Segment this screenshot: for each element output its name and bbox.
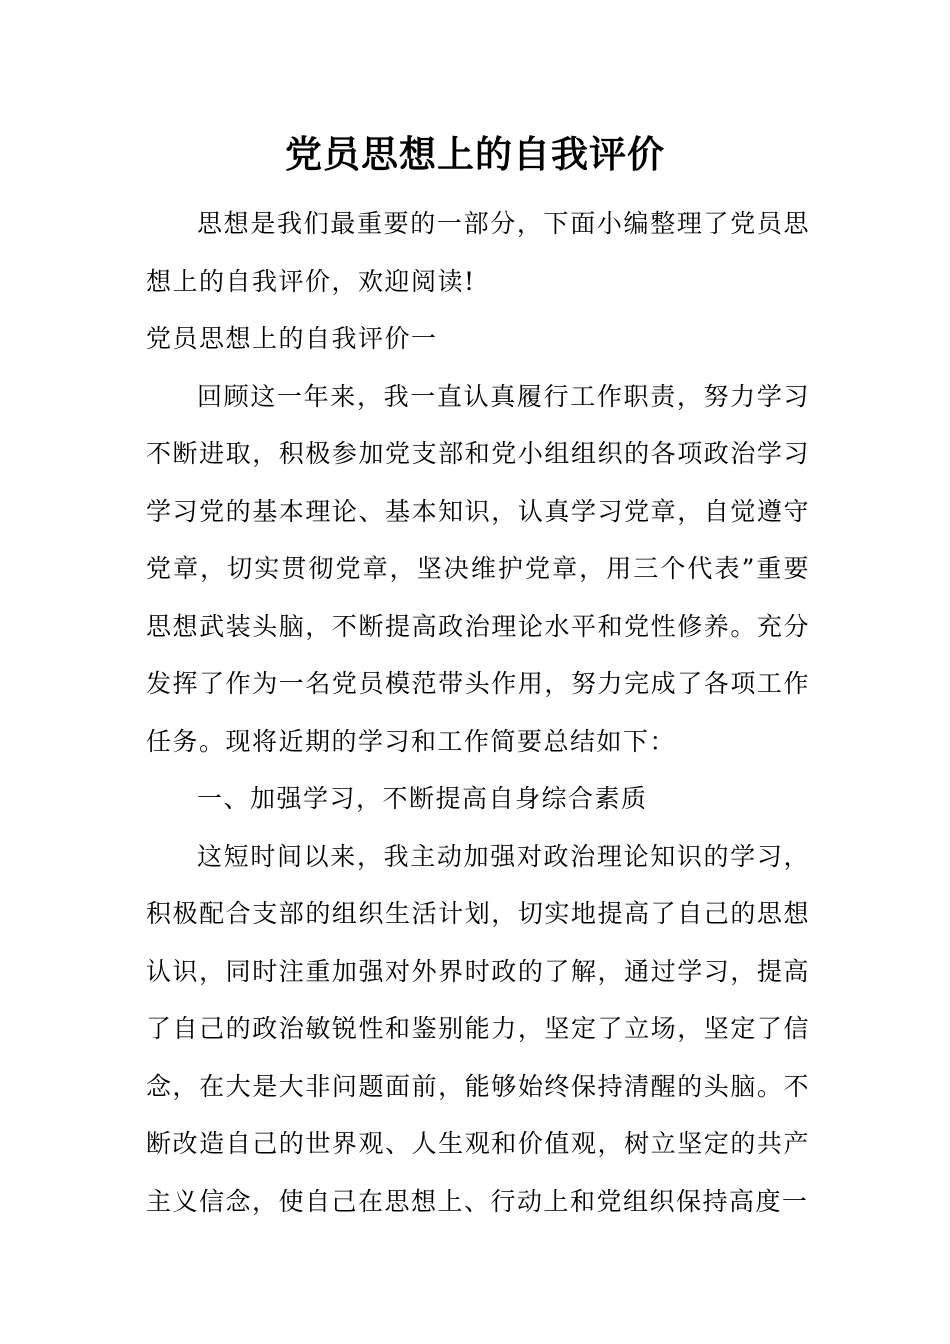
document-body — [146, 195, 810, 1230]
subsection-heading: 一、加强学习，不断提高自身综合素质 — [197, 784, 648, 813]
intro-paragraph: 思想是我们最重要的一部分，下面小编整理了党员思想上的自我评价，欢迎阅读! — [146, 209, 810, 296]
body-paragraph: 回顾这一年来，我一直认真履行工作职责，努力学习不断进取，积极参加党支部和党小组组织的各项政治学习学习党的基本理论、基本知识，认真学习党章，自觉遵守党章，切实贯彻党章，坚决维护党章，用三个代表”重要思想武装头脑，不断提高政治理论水平和党性修养。充分发挥了作为一名党员模范带头作用，努力完成了各项工作任务。现将近期的学习和工作简要总结如下： — [146, 381, 810, 756]
body-paragraph: 这短时间以来，我主动加强对政治理论知识的学习，积极配合支部的组织生活计划，切实地提高了自己的思想认识，同时注重加强对外界时政的了解，通过学习，提高了自己的政治敏锐性和鉴别能力，坚定了立场，坚定了信念，在大是大非问题面前，能够始终保持清醒的头脑。不断改造自己的世界观、人生观和价值观，树立坚定的共产主义信念，使自己在思想上、行动上和党组织保持高度一 — [146, 841, 810, 1216]
document-title: 党员思想上的自我评价 — [285, 132, 665, 176]
section-heading: 党员思想上的自我评价一 — [146, 324, 438, 353]
